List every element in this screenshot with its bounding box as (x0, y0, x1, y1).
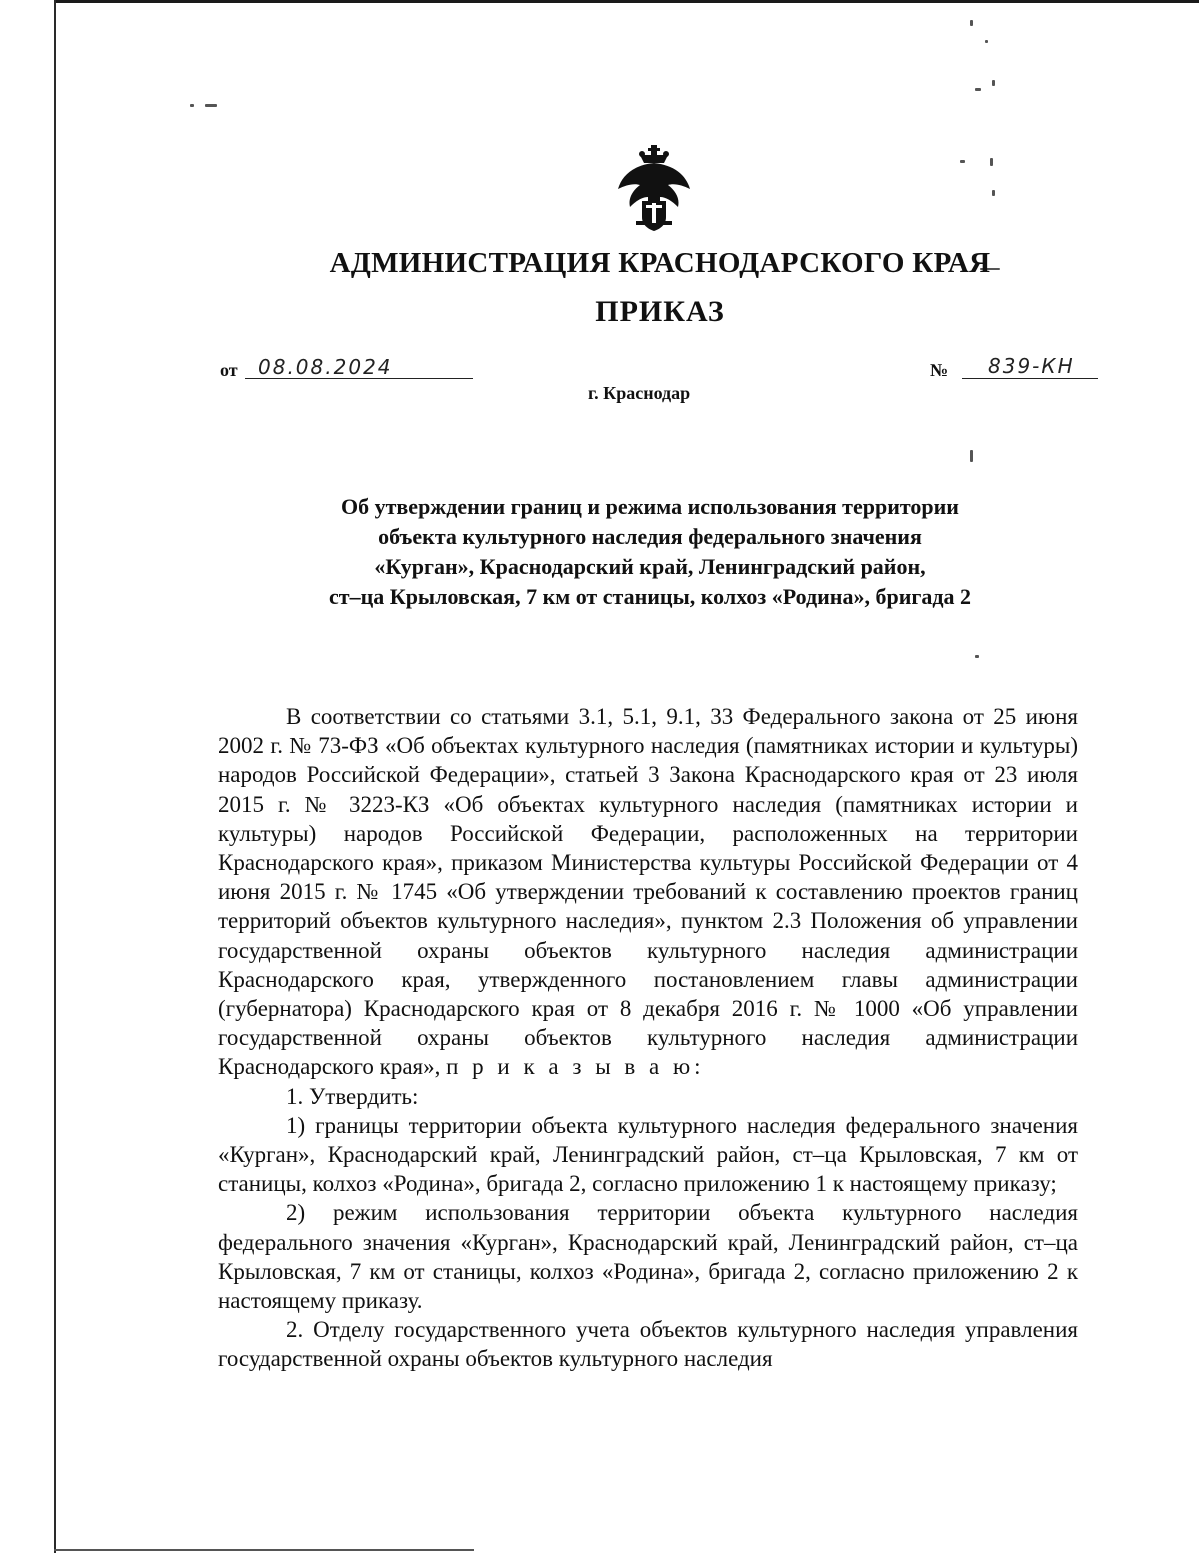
preamble-text: В соответствии со статьями 3.1, 5.1, 9.1, 33 Федерального закона от 25 июня 2002 г. № 73-ФЗ «Об объектах культурного наследия (памятниках истории и культуры) народов Российской Федерации», статьей 3 Закона Краснодарского края от 23 июля 2015 г. № 3223-КЗ «Об объектах культурного наследия (памятниках истории и культуры) народов Российской Федерации, расположенных на территории Краснодарского края», приказом Министерства культуры Российской Федерации от 4 июня 2015 г. № 1745 «Об утверждении требований к составлению проектов границ территорий объектов культурного наследия», пунктом 2.3 Положения об управлении государственной охраны объектов культурного наследия администрации Краснодарского края, утвержденного постановлением главы администрации (губернатора) Краснодарского края от 8 декабря 2016 г. № 1000 «Об управлении государственной охраны объектов культурного наследия администрации Краснодарского края», (218, 704, 1078, 1080)
item-1: 1. Утвердить: (286, 1083, 419, 1109)
coat-of-arms-emblem (614, 145, 694, 231)
date-prefix: от (220, 360, 238, 380)
item-1-2: 2) режим использования территории объекта культурного наследия федерального значения «Курган», Краснодарский край, Ленинградский район, ст–ца Крыловская, 7 км от станицы, колхоз «Родина», бригада 2, согласно приложению 2 к настоящему приказу. (218, 1200, 1078, 1314)
city-label: г. Краснодар (588, 383, 691, 403)
scan-speck (990, 158, 993, 166)
scan-speck (190, 104, 194, 107)
page-edge-top (54, 0, 1199, 3)
item-2: 2. Отделу государственного учета объектов культурного наследия управления государственной охраны объектов культурного наследия (218, 1317, 1078, 1372)
number-underline (962, 378, 1098, 379)
scan-speck (975, 88, 981, 91)
preamble-paragraph (218, 702, 1078, 1082)
item-1-1: 1) границы территории объекта культурного наследия федерального значения «Курган», Краснодарский край, Ленинградский район, ст–ца Крыловская, 7 км от станицы, колхоз «Родина», бригада 2, согласно приложению 1 к настоящему приказу; (218, 1112, 1078, 1197)
scan-speck (975, 655, 979, 658)
order-body (218, 702, 1078, 1374)
number-prefix: № (930, 360, 949, 380)
page-edge-left (54, 0, 56, 1553)
subject-line: Об утверждении границ и режима использования территории (341, 494, 959, 519)
scan-speck (970, 20, 973, 26)
scan-speck (205, 104, 217, 107)
handwritten-number: 839-КН (988, 354, 1075, 378)
scan-speck (960, 160, 965, 163)
scan-speck (992, 190, 995, 196)
organization-name: АДМИНИСТРАЦИЯ КРАСНОДАРСКОГО КРАЯ (329, 247, 991, 279)
scan-speck (970, 450, 973, 462)
scan-speck (985, 40, 988, 43)
order-word: п р и к а з ы в а ю: (446, 1054, 705, 1080)
handwritten-date: 08.08.2024 (258, 355, 393, 379)
document-type: ПРИКАЗ (595, 295, 725, 328)
scan-speck (992, 80, 995, 86)
subject-line: объекта культурного наследия федерального значения (378, 524, 922, 549)
order-subject (240, 492, 1060, 612)
page-edge-bottom (54, 1549, 474, 1551)
subject-line: «Курган», Краснодарский край, Ленинградский район, (374, 554, 926, 579)
subject-line: ст–ца Крыловская, 7 км от станицы, колхоз «Родина», бригада 2 (329, 584, 971, 609)
